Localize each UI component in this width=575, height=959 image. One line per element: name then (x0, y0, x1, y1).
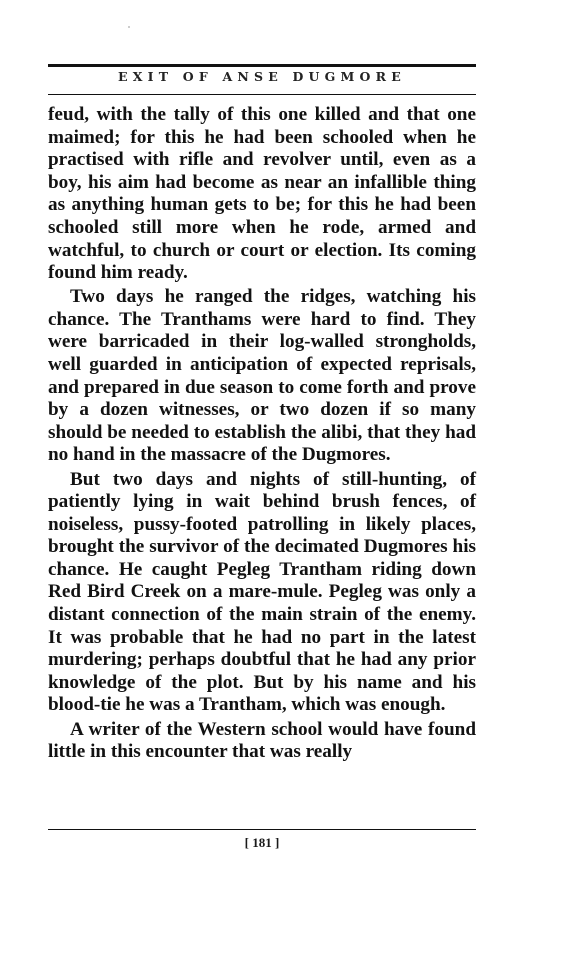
paragraph: But two days and nights of still-hunting, of patiently lying in wait behind brush fences, of noiseless, pussy-footed patrolling in likely places, brought the survivor of the decimated Dugmores his chance. He caught Pegleg Trantham riding down Red Bird Creek on a mare-mule. Pegleg was only a distant connection of the main strain of the enemy. It was probable that he had no part in the latest murdering; perhaps doubtful that he had any prior knowledge of the plot. But by his name and his blood-tie he was a Trantham, which was enough. (48, 468, 476, 716)
running-head: EXIT OF ANSE DUGMORE (118, 69, 406, 84)
header-rule-thick (48, 64, 476, 67)
header-rule-thin (48, 94, 476, 95)
footer-rule (48, 829, 476, 830)
page-number: [ 181 ] (244, 835, 280, 850)
paragraph-continued: feud, with the tally of this one killed and that one maimed; for this he had been schooled when he practised with rifle and revolver until, even as a boy, his aim had become as near an infallible thing as anything human gets to be; for this he had been schooled still more when he rode, armed and watchful, to church or court or election. Its coming found him ready. (48, 104, 476, 284)
paragraph: A writer of the Western school would have found little in this encounter that was really (48, 718, 476, 763)
paragraph: Two days he ranged the ridges, watching his chance. The Tranthams were hard to find. They were barricaded in their log-walled strongholds, well guarded in anticipation of expected reprisals, and prepared in due season to come forth and prove by a dozen witnesses, or two dozen if so many should be needed to establish the alibi, that they had no hand in the massacre of the Dugmores. (48, 286, 476, 466)
body-text (48, 104, 476, 764)
scan-speck (128, 26, 130, 28)
